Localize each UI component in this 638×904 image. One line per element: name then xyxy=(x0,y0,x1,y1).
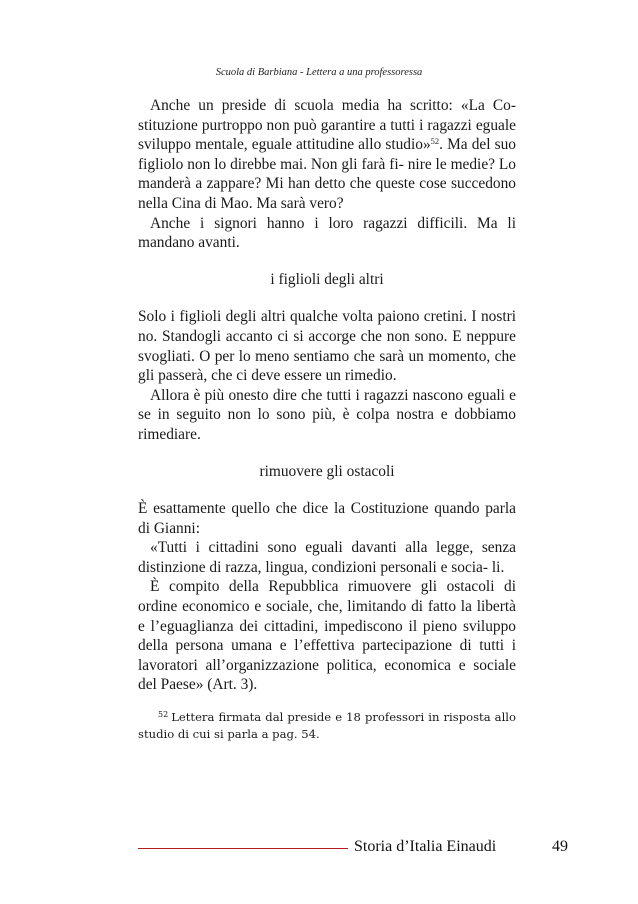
text-line: nostri no. Standogli accanto ci si accorge che non sono. xyxy=(138,308,516,345)
footnote-number: 52 xyxy=(158,710,169,720)
running-head: Scuola di Barbiana - Lettera a una professoressa xyxy=(215,67,423,78)
footer-brand: Storia d’Italia Einaudi xyxy=(354,838,497,855)
paragraph xyxy=(138,386,516,445)
text-line: parla di Gianni: xyxy=(138,500,516,537)
footer-rule xyxy=(138,848,348,849)
text-line: sviluppo della persona umana e l’effettiva partecipazione xyxy=(138,617,516,655)
text-line: queste cose succedono nella Cina di Mao. Ma sarà vero? xyxy=(138,175,516,212)
text-line: . xyxy=(439,136,444,154)
text-line: li. xyxy=(491,558,505,576)
text-line: eguale sviluppo mentale, eguale attitudine allo studio» xyxy=(138,116,516,154)
text-line: Ma del suo figliolo non lo direbbe mai. Non gli farà fi- xyxy=(138,136,516,173)
paragraph xyxy=(138,96,516,214)
text-line: libertà e l’eguaglianza dei cittadini, impediscono il pieno xyxy=(138,598,516,635)
text-line: Allora è più onesto dire che tutti i ragazzi nascono xyxy=(150,386,464,404)
text-line: stituzione purtroppo non può garantire a tutti i ragazzi xyxy=(138,116,472,134)
text-line: ordine economico e sociale, che, limitando di fatto la xyxy=(138,598,472,616)
footnote-line: Lettera firmata dal preside e 18 professori in risposta allo xyxy=(171,710,516,725)
text-line: È esattamente quello che dice la Costituzione quando xyxy=(138,500,480,518)
text-line: di tutti i lavoratori all’organizzazione politica, economica xyxy=(138,637,516,674)
text-line: mandano avanti. xyxy=(138,234,240,252)
paragraph xyxy=(138,577,516,695)
text-line: nire le medie? Lo manderà a zappare? Mi han detto che xyxy=(138,155,516,193)
footnote-reference: 52 xyxy=(430,136,440,147)
section-heading: rimuovere gli ostacoli xyxy=(259,462,395,480)
paragraph xyxy=(138,499,516,538)
text-line: È compito della Repubblica rimuovere gli ostacoli di xyxy=(150,578,516,596)
text-line: momento, che gli passerà, che ci deve essere un rimedio. xyxy=(138,347,516,385)
text-line: e sociale del Paese» (Art. 3). xyxy=(138,656,516,694)
text-line: Solo i figlioli degli altri qualche volta paiono cretini. I xyxy=(138,308,477,326)
text-line: Anche un preside di scuola media ha scritto: «La Co- xyxy=(150,97,516,114)
footnote-line: studio di cui si parla a pag. 54. xyxy=(138,727,320,742)
body-text xyxy=(138,96,516,743)
paragraph xyxy=(138,214,516,253)
paragraph xyxy=(138,307,516,385)
text-line: E neppure svogliati. O per lo meno sentiamo che sarà un xyxy=(138,327,516,365)
paragraph xyxy=(138,538,516,577)
text-line: distinzione di razza, lingua, condizioni personali e socia- xyxy=(138,558,489,576)
page-number: 49 xyxy=(552,838,568,855)
text-line: dobbiamo rimediare. xyxy=(138,406,516,443)
section-heading: i figlioli degli altri xyxy=(270,270,384,288)
footnote xyxy=(138,709,516,743)
text-line: «Tutti i cittadini sono eguali davanti alla legge, senza xyxy=(150,539,516,557)
text-line: Anche i signori hanno i loro ragazzi difficili. Ma li xyxy=(150,214,516,232)
text-line: eguali e se in seguito non lo sono più, è colpa nostra e xyxy=(138,386,516,424)
